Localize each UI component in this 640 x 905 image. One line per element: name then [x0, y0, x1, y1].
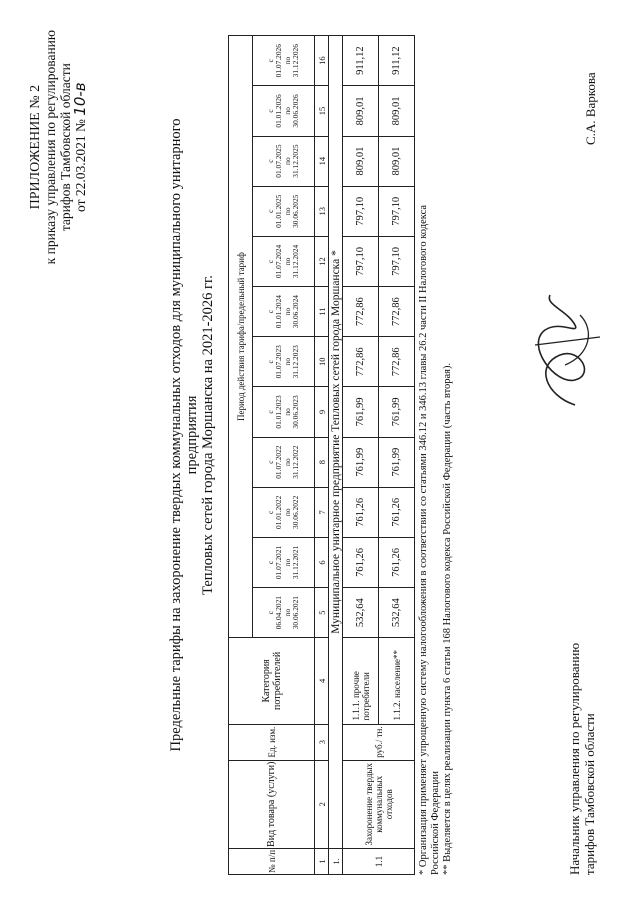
- appendix-date: от 22.03.2021 №: [73, 119, 88, 212]
- row-category: 1.1.2. население**: [379, 638, 415, 724]
- period-start: 01.01.2022: [274, 495, 284, 529]
- period-end: 30.06.2024: [290, 294, 300, 329]
- period-to: по: [282, 558, 292, 567]
- period-start: 01.07.2023: [274, 345, 284, 379]
- item-service: Захоронение твердых коммунальных отходов: [343, 760, 415, 848]
- tariff-value: 761,99: [343, 387, 379, 437]
- footnote-1a: * Организация применяет упрощенную систему налогообложения в соответствии со статьями 346.12 и 346.13 главы 26.2 части II Налогового кодекса: [418, 204, 429, 875]
- tariff-value: 772,86: [343, 337, 379, 387]
- appendix-line4: [73, 30, 88, 264]
- period-header-cell: [253, 236, 315, 286]
- column-number: 5: [315, 588, 329, 638]
- header-period: Период действия тарифа/предельный тариф: [229, 36, 253, 638]
- period-from: с: [265, 59, 275, 63]
- period-start: 01.07.2021: [274, 545, 284, 580]
- tariff-value: 761,26: [343, 487, 379, 537]
- period-start: 01.07.2024: [274, 244, 284, 279]
- footnote-2: ** Выделяется в целях реализации пункта 6 статьи 168 Налогового кодекса Российской Федерации (часть вторая).: [442, 362, 453, 875]
- period-header-cell: [253, 588, 315, 638]
- period-header-cell: [253, 337, 315, 387]
- tariff-value: 809,01: [343, 86, 379, 136]
- column-number: 2: [315, 760, 329, 848]
- period-start: 01.01.2024: [274, 294, 284, 329]
- handwritten-signature: [505, 275, 625, 425]
- period-end: 31.12.2021: [290, 545, 300, 580]
- column-number: 10: [315, 337, 329, 387]
- column-number: 11: [315, 287, 329, 337]
- table-row: [343, 36, 379, 875]
- period-end: 30.06.2021: [290, 596, 300, 630]
- column-number: 13: [315, 186, 329, 236]
- period-end: 31.12.2022: [290, 445, 300, 479]
- period-header-cell: [253, 437, 315, 487]
- header-unit: Ед. изм.: [229, 724, 315, 760]
- period-end: 31.12.2024: [290, 244, 300, 279]
- column-number: 14: [315, 136, 329, 186]
- column-number: 3: [315, 724, 329, 760]
- period-to: по: [282, 107, 292, 115]
- period-from: с: [265, 209, 275, 213]
- tariff-value: 911,12: [379, 36, 415, 86]
- period-from: с: [265, 159, 275, 163]
- tariff-value: 761,99: [343, 437, 379, 487]
- period-header-cell: [253, 86, 315, 136]
- period-header-cell: [253, 36, 315, 86]
- column-number-row: [315, 36, 329, 875]
- period-start: 01.01.2026: [274, 94, 284, 128]
- period-to: по: [282, 357, 292, 366]
- period-start: 01.07.2026: [274, 44, 284, 78]
- header-category: Категория потребителей: [229, 638, 315, 724]
- appendix-order-number: 10-в: [71, 82, 89, 116]
- period-to: по: [282, 307, 292, 316]
- period-to: по: [282, 207, 292, 216]
- tariff-value: 772,86: [379, 287, 415, 337]
- period-from: с: [265, 360, 275, 364]
- column-number: 6: [315, 537, 329, 587]
- column-number: 4: [315, 638, 329, 724]
- appendix-block: [28, 30, 88, 264]
- tariff-value: 911,12: [343, 36, 379, 86]
- tariff-value: 809,01: [343, 136, 379, 186]
- period-from: с: [265, 309, 275, 314]
- tariff-value: 761,26: [379, 537, 415, 587]
- tariff-value: 809,01: [379, 136, 415, 186]
- signatory-title: [568, 643, 597, 875]
- column-number: 15: [315, 86, 329, 136]
- period-header-cell: [253, 387, 315, 437]
- period-from: с: [265, 560, 275, 565]
- footnote-1b: Российской Федерации: [430, 771, 441, 875]
- column-number: 16: [315, 36, 329, 86]
- period-end: 30.06.2023: [290, 395, 300, 429]
- period-start: 06.04.2021: [274, 596, 284, 630]
- tariff-value: 797,10: [343, 236, 379, 286]
- signatory-title-line1: Начальник управления по регулированию: [567, 642, 582, 875]
- period-start: 01.01.2023: [274, 395, 284, 429]
- column-number: 12: [315, 236, 329, 286]
- tariff-value: 797,10: [379, 186, 415, 236]
- group-label: Муниципальное унитарное предприятие Тепловых сетей города Моршанска *: [329, 36, 343, 849]
- period-to: по: [282, 257, 292, 266]
- item-num: 1.1: [343, 848, 415, 874]
- period-end: 31.12.2025: [290, 144, 300, 178]
- period-to: по: [282, 458, 292, 466]
- tariff-value: 532,64: [379, 588, 415, 638]
- appendix-line3: тарифов Тамбовской области: [58, 63, 73, 232]
- period-from: с: [265, 510, 275, 514]
- tariff-value: 809,01: [379, 86, 415, 136]
- title-line2: Тепловых сетей города Моршанска на 2021-2026 гг.: [200, 275, 216, 595]
- period-header-cell: [253, 287, 315, 337]
- tariff-value: 761,99: [379, 387, 415, 437]
- header-service: Вид товара (услуги): [229, 760, 315, 848]
- group-row: [329, 36, 343, 875]
- header-num: № п/п: [229, 848, 315, 874]
- appendix-line2: к приказу управления по регулированию: [43, 30, 58, 265]
- tariff-table: [228, 35, 415, 875]
- period-start: 01.07.2022: [274, 445, 284, 479]
- tariff-value: 761,99: [379, 437, 415, 487]
- period-from: с: [265, 460, 275, 464]
- tariff-value: 761,26: [343, 537, 379, 587]
- tariff-value: 797,10: [379, 236, 415, 286]
- period-header-cell: [253, 136, 315, 186]
- column-number: 1: [315, 848, 329, 874]
- period-to: по: [282, 608, 292, 617]
- signatory-name: С.А. Варкова: [583, 72, 598, 145]
- period-from: с: [265, 611, 275, 615]
- period-to: по: [282, 508, 292, 517]
- row-category: 1.1.1. прочие потребители: [343, 638, 379, 724]
- tariff-value: 797,10: [343, 186, 379, 236]
- signatory-title-line2: тарифов Тамбовской области: [581, 713, 597, 875]
- period-end: 30.06.2022: [290, 495, 300, 529]
- tariff-value: 761,26: [379, 487, 415, 537]
- period-from: с: [265, 259, 275, 264]
- period-to: по: [282, 56, 292, 65]
- period-end: 30.06.2026: [290, 94, 300, 128]
- item-unit: руб./ тн.: [343, 724, 415, 760]
- period-header-cell: [253, 487, 315, 537]
- appendix-title: ПРИЛОЖЕНИЕ № 2: [28, 84, 43, 210]
- period-start: 01.01.2025: [274, 194, 284, 228]
- document-title: [168, 105, 216, 765]
- period-from: с: [265, 109, 275, 113]
- period-to: по: [282, 408, 292, 416]
- period-to: по: [282, 157, 292, 165]
- tariff-value: 532,64: [343, 588, 379, 638]
- footnotes: [418, 35, 454, 875]
- group-num: 1.: [329, 848, 343, 874]
- tariff-value: 772,86: [379, 337, 415, 387]
- period-header-cell: [253, 186, 315, 236]
- period-end: 30.06.2025: [290, 194, 300, 228]
- column-number: 9: [315, 387, 329, 437]
- title-line1: Предельные тарифы на захоронение твердых коммунальных отходов для муниципального унитарного предприятия: [168, 118, 200, 752]
- period-from: с: [265, 410, 275, 414]
- period-header-cell: [253, 537, 315, 587]
- column-number: 7: [315, 487, 329, 537]
- period-end: 31.12.2026: [290, 44, 300, 78]
- period-end: 31.12.2023: [290, 345, 300, 379]
- period-start: 01.07.2025: [274, 144, 284, 178]
- tariff-value: 772,86: [343, 287, 379, 337]
- column-number: 8: [315, 437, 329, 487]
